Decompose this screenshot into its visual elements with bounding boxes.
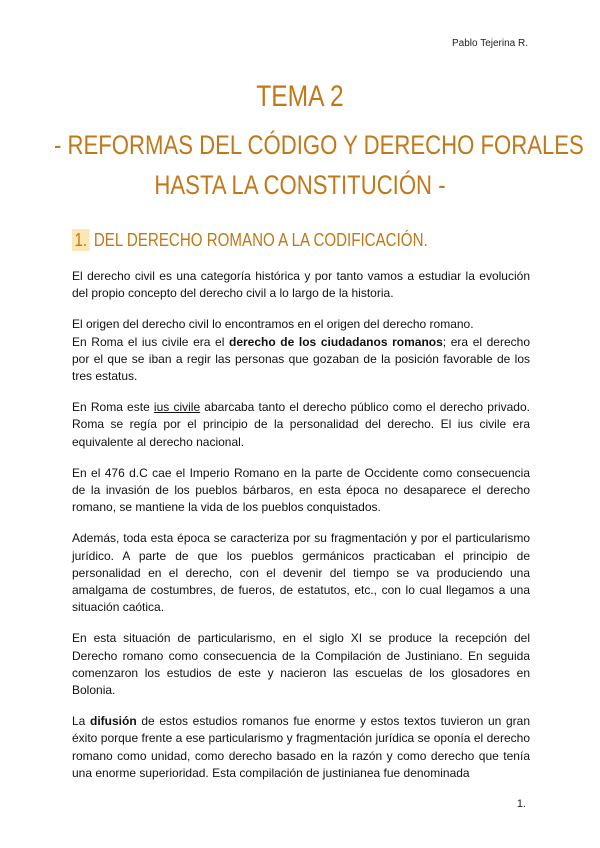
- paragraph-7: En esta situación de particularismo, en el siglo XI se produce la recepción del Derecho romano como consecuencia de la Compilación de Justiniano. En seguida comenzaron los estudios de este y nacieron las escuelas de los glosadores en Bolonia.: [72, 631, 530, 698]
- paragraph-2: El origen del derecho civil lo encontramos en el origen del derecho romano.: [72, 317, 474, 332]
- body-text: [72, 268, 530, 796]
- paragraph-3-text-end: ; era el derecho por el que se iban a regir las personas que gozaban de la posición favorable de los tres estatus.: [72, 334, 531, 384]
- paragraph-8: [72, 713, 530, 782]
- bold-term-derecho-ciudadanos: derecho de los ciudadanos romanos: [228, 334, 443, 349]
- paragraph-8-text-end: de estos estudios romanos fue enorme y estos textos tuvieron un gran éxito porque frente a ese particularismo y fragmentación jurídica se oponía el derecho romano como unidad, como derecho basado en la razón y como derecho que tenía una enorme superioridad. Esta compilación de justinianea fue denominada: [72, 714, 530, 780]
- section-number: 1.: [72, 229, 90, 251]
- title-line-1: TEMA 2: [256, 80, 344, 113]
- paragraph-6: Además, toda esta época se caracteriza por su fragmentación y por el particularismo jurídico. A parte de que los pueblos germánicos practicaban el principio de personalidad en el derecho, con el devenir del tiempo se va produciendo una amalgama de costumbres, de fueros, de estatutos, etc., con lo cual llegamos a una situación caótica.: [72, 531, 530, 615]
- bold-term-difusion: difusión: [90, 714, 137, 729]
- title-block: [0, 80, 600, 202]
- title-line-2: - REFORMAS DEL CÓDIGO Y DERECHO FORALES: [54, 130, 584, 160]
- section-title: DEL DERECHO ROMANO A LA CODIFICACIÓN.: [93, 230, 428, 250]
- paragraph-1: El derecho civil es una categoría histórica y por tanto vamos a estudiar la evolución del propio concepto del derecho civil a lo largo de la historia.: [72, 269, 530, 301]
- paragraph-4-text: En Roma este: [72, 400, 154, 415]
- author-name: Pablo Tejerina R.: [452, 38, 528, 49]
- paragraph-3: [72, 334, 530, 386]
- paragraph-4: [72, 399, 530, 451]
- paragraph-8-text: La: [72, 714, 90, 729]
- title-line-3: HASTA LA CONSTITUCIÓN -: [154, 170, 446, 200]
- underlined-term-ius-civile: ius civile: [153, 400, 201, 415]
- paragraph-4-text-end: abarcaba tanto el derecho público como el derecho privado. Roma se regía por el principio de la personalidad del derecho. El ius civile era equivalente al derecho nacional.: [72, 400, 530, 449]
- paragraph-3-text: En Roma el ius civile era el: [72, 334, 229, 349]
- section-heading: [72, 230, 428, 251]
- paragraph-5: En el 476 d.C cae el Imperio Romano en la parte de Occidente como consecuencia de la invasión de los pueblos bárbaros, en esta época no desaparece el derecho romano, se mantiene la vida de los pueblos conquistados.: [72, 465, 530, 515]
- page-number: 1.: [516, 798, 526, 810]
